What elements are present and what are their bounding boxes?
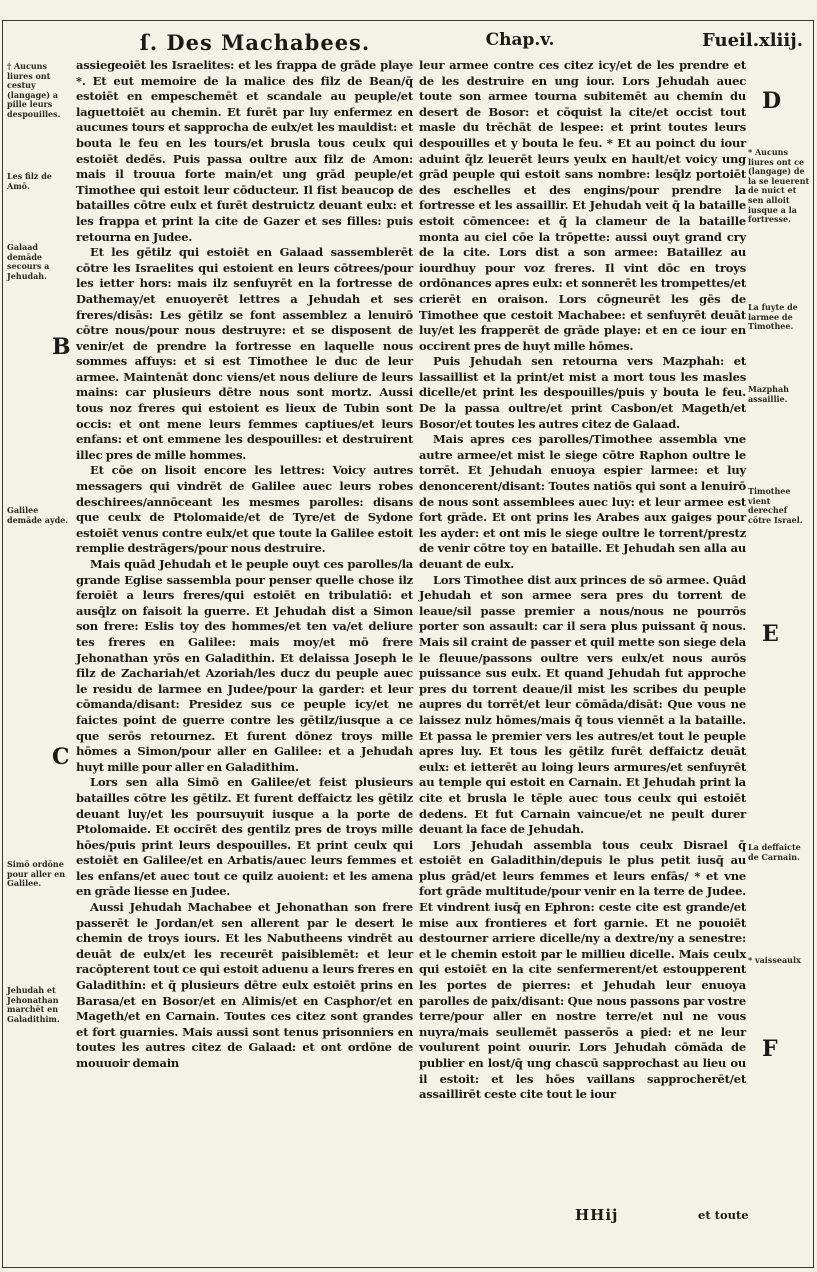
margin-note-variant-reading: † Aucuns liures ont cestuy (langage) a pille leurs despouilles. [7,61,61,119]
section-letter-f: F [762,1036,778,1062]
paragraph: Aussi Jehudah Machabee et Jehonathan son frere passerēt le Jordan/et sen allerent par le desert le chemin de troys iours. Et les Nabutheens vindrēt au deuāt de eulx/et les receurēt paisiblemēt: et leur racōpterent tout ce qui estoit aduenu a leurs freres en Galadithin: et q̄ plusieurs dētre eulx estoiēt prins en Barasa/et en Bosor/et en Alimis/et en Casphor/et en Mageth/et en Carnain. Toutes ces citez sont grandes et fort guarnies. Mais aussi sont tenus prisonniers en toutes les autres citez de Galaad: et ont ordōne de mouuoir demain [76,900,413,1070]
paragraph: Mais apres ces parolles/Timothee assembla vne autre armee/et mist le siege cōtre Raphon oultre le torrēt. Et Jehudah enuoya espier larmee: et luy denoncerent/disant: Toutes natiōs qui sont a lenuirō de nous sont assemblees auec luy: et leur armee est fort grāde. Et ont prins les Arabes aux gaiges pour les ayder: et ont mis le siege oultre le torrent/prestz de venir cōtre toy en bataille. Et Jehudah sen alla au deuant de eulx. [419,432,746,571]
section-letter-b: B [52,334,71,360]
section-letter-c: C [52,744,70,770]
margin-note-galilee-ayde: Galilee demāde ayde. [7,505,69,525]
paragraph: leur armee contre ces citez icy/et de les prendre et de les destruire en ung iour. Lors Jehudah auec toute son armee tourna subitemēt au chemin du desert de Bosor: et cōquist la cite/et occist tout masle du trēchāt de lespee: et print toutes leurs despouilles et y bouta le feu. * Et au poinct du iour aduint q̄lz leuerēt leurs yeulx en hault/et voicy ung grād peuple qui estoit sans nombre: lesq̄lz portoiēt des eschelles et des engins/pour prendre la fortresse et les assaillir. Et Jehudah veit q̄ la bataille estoit cōmencee: et q̄ la clameur de la bataille monta au ciel cōe la trōpette: aussi ouyt grand cry de la cite. Lors dist a son armee: Bataillez au iourdhuy pour voz freres. Il vint dōc en troys ordōnances apres eulx: et sonnerēt les trompettes/et crierēt en oraison. Lors cōgneurēt les gēs de Timothee que cestoit Machabee: et senfuyrēt deuāt luy/et les frapperēt de grāde playe: et en ce iour en occirent pres de huyt mille hōmes. [419,58,746,353]
text-column-right [419,58,746,1103]
paragraph: Et les gētilz qui estoiēt en Galaad sassemblerēt cōtre les Israelites qui estoient en leurs cōtrees/pour les ietter hors: mais ilz senfuyrēt en la fortresse de Dathemay/et enuoyerēt lettres a Jehudah et ses freres/disās: Les gētilz se font assemblez a lenuirō cōtre nous/pour nous destruyre: et se disposent de venir/et de prendre la fortresse en laquelle nous sommes affuys: et si est Timothee le duc de leur armee. Maintenāt donc viens/et nous deliure de leurs mains: car plusieurs dētre nous sont mortz. Aussi tous noz freres qui estoient es lieux de Tubin sont occis: et ont mene leurs femmes captiues/et leurs enfans: et ont emmene les despouilles: et destruirent illec pres de mille hommes. [76,245,413,462]
margin-note-vaisseaulx: * vaisseaulx [748,955,801,965]
paragraph: Mais quād Jehudah et le peuple ouyt ces parolles/la grande Eglise sassembla pour penser quelle chose ilz feroiēt a leurs freres/qui estoiēt en tribulatiō: et ausq̄lz on faisoit la guerre. Et Jehudah dist a Simon son frere: Eslis toy des hommes/et ten va/et deliure tes freres en Galilee: mais moy/et mō frere Jehonathan yrōs en Galadithin. Et delaissa Joseph le filz de Zachariah/et Azoriah/les ducz du peuple auec le residu de larmee en Judee/pour la garder: et leur cōmanda/disant: Presidez sus ce peuple icy/et ne faictes point de guerre contre les gētilz/iusque a ce que serōs retournez. Et furent dōnez troys mille hōmes a Simon/pour aller en Galilee: et a Jehudah huyt mille pour aller en Galadithim. [76,557,413,774]
paragraph: Lors sen alla Simō en Galilee/et feist plusieurs batailles cōtre les gētilz. Et furent deffaictz les gētilz deuant luy/et les poursuyuit iusque a la porte de Ptolomaide. Et occirēt des gentilz pres de troys mille hōes/puis print leurs despouilles. Et print ceulx qui estoiēt en Galilee/et en Arbatis/auec leurs femmes et les enfans/et auec tout ce quilz auoient: et les amena en grāde liesse en Judee. [76,775,413,899]
margin-note-deffaicte-carnain: La deffaicte de Carnain. [748,842,801,862]
chapter-heading: Chap.v. [485,30,555,50]
margin-note-fuyte-timothee: La fuyte de larmee de Timothee. [748,302,798,332]
margin-note-jehudah-galadithim: Jehudah et Jehonathan marchēt en Galadithim. [7,985,60,1024]
margin-note-filz-de-amon: Les filz de Amō. [7,171,52,191]
section-letter-e: E [762,621,779,647]
folio-number: Fueil.xliij. [702,30,803,51]
running-title: ſ. Des Machabees. [139,30,371,55]
margin-note-simon-galilee: Simō ordōne pour aller en Galilee. [7,859,66,889]
paragraph: assiegeoiēt les Israelites: et les frappa de grāde playe *. Et eut memoire de la malice des filz de Bean/q̄ estoiēt en empeschemēt et scandale au peuple/et laguettoiēt au chemin. Et furēt par luy enfermez en aucunes tours et sapprocha de eulx/et les mauldist: et bouta le feu en les tours/et brusla tous ceulx qui estoiēt dedēs. Puis passa oultre aux filz de Amon: mais il trouua forte main/et ung grād peuple/et Timothee qui estoit leur cōducteur. Il fist beaucop de batailles cōtre eulx et furēt destruictz deuant eulx: et les frappa et print la cite de Gazer et ses filles: puis retourna en Judee. [76,58,413,244]
margin-note-galaad-secours: Galaad demāde secours a Jehudah. [7,242,50,281]
text-column-left [76,58,413,1072]
paragraph: Lors Jehudah assembla tous ceulx Disrael q̄ estoiēt en Galadithin/depuis le plus petit iusq̄ au plus grād/et leurs femmes et leurs enfās/ * et vne fort grāde multitude/pour venir en la terre de Judee. Et vindrent iusq̄ en Ephron: ceste cite est grande/et mise aux frontieres et fort garnie. Et ne pouoiēt destourner arriere dicelle/ny a dextre/ny a senestre: et le chemin estoit par le millieu dicelle. Mais ceulx qui estoiēt en la cite senfermerent/et estoupperent les portes de pierres: et Jehudah leur enuoya parolles de paix/disant: Que nous passons par vostre terre/pour aller en nostre terre/et nul ne vous nuyra/mais seullemēt passerōs a pied: et ne leur voulurent point ouurir. Lors Jehudah cōmāda de publier en lost/q̄ ung chascū sapprochast au lieu ou il estoit: et les hōes vaillans sapprocherēt/et assaillirēt ceste cite tout le iour [419,837,746,1102]
catchword: et toute [698,1208,749,1222]
margin-note-timothee-derechef: Timothee vient derechef cōtre Israel. [748,486,803,525]
section-letter-d: D [762,88,782,114]
quire-signature: HHij [575,1206,619,1224]
margin-note-variant-fortresse: * Aucuns liures ont ce (langage) de la se leuerent de nuict et sen alloit iusque a la fortresse. [748,147,810,225]
paragraph: Et cōe on lisoit encore les lettres: Voicy autres messagers qui vindrēt de Galilee auec leurs robes deschirees/annōceant les mesmes parolles: disans que ceulx de Ptolomaide/et de Tyre/et de Sydone estoiēt venus contre eulx/et que toute la Galilee estoit remplie destrāgers/pour nous destruire. [76,463,413,556]
paragraph: Lors Timothee dist aux princes de sō armee. Quād Jehudah et son armee sera pres du torrent de leaue/sil passe premier a nous/nous ne pourrōs porter son assault: car il sera plus puissant q̄ nous. Mais sil craint de passer et quil mette son siege dela le fleuue/passons oultre vers eulx/et nous aurōs puissance sus eulx. Et quand Jehudah fut approche pres du torrent deaue/il mist les scribes du peuple aupres du torrēt/et leur cōmāda/disāt: Que vous ne laissez nulz hōmes/mais q̄ tous viennēt a la bataille. Et passa le premier vers les autres/et tout le peuple apres luy. Et tous les gētilz furēt deffaictz deuāt eulx: et ietterēt au loing leurs armures/et senfuyrēt au temple qui estoit en Carnain. Et Jehudah print la cite et brusla le tēple auec tous ceulx qui estoiēt dedens. Et fut Carnain vaincue/et ne peult durer deuant la face de Jehudah. [419,572,746,837]
margin-note-mazphah: Mazphah assaillie. [748,384,789,404]
paragraph: Puis Jehudah sen retourna vers Mazphah: et lassaillist et la print/et mist a mort tous les masles dicelle/et print les despouilles/puis y bouta le feu. De la passa oultre/et print Casbon/et Mageth/et Bosor/et toutes les autres citez de Galaad. [419,354,746,431]
